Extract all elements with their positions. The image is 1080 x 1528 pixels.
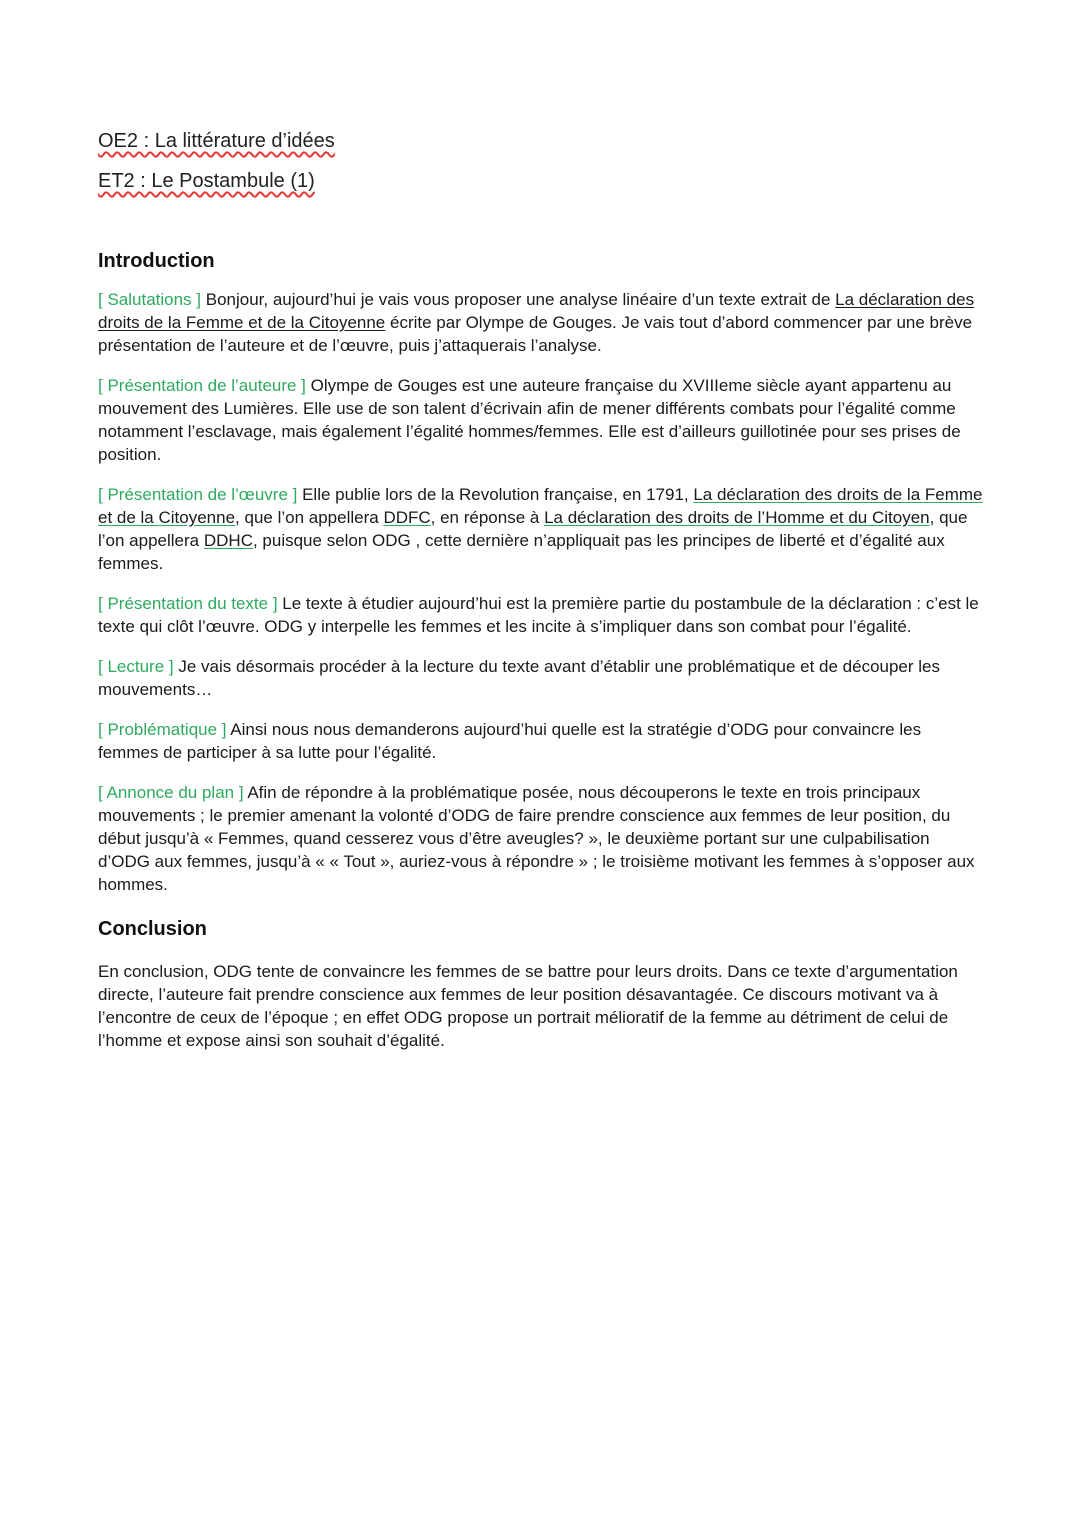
introduction-heading: Introduction bbox=[98, 250, 215, 272]
tag-plan: [ Annonce du plan ] bbox=[98, 783, 244, 802]
work-title: La déclaration des droits de la Femme et de la Citoyenne bbox=[98, 290, 975, 332]
work-title-ddfc: La déclaration des droits de la Femme et de la Citoyenne bbox=[98, 485, 983, 527]
tag-problematique: [ Problématique ] bbox=[98, 720, 227, 739]
paragraph-texte: [ Présentation du texte ] Le texte à étudier aujourd’hui est la première partie du postambule de la déclaration : c’est le texte qui clôt l’œuvre. ODG y interpelle les femmes et les incite à s’impliquer dans son combat pour l’égalité. bbox=[98, 594, 979, 636]
lesson-title: ET2 : Le Postambule (1) bbox=[98, 170, 315, 192]
course-title: OE2 : La littérature d’idées bbox=[98, 130, 335, 152]
tag-texte: [ Présentation du texte ] bbox=[98, 594, 278, 613]
tag-lecture: [ Lecture ] bbox=[98, 657, 174, 676]
abbr-ddhc: DDHC bbox=[203, 531, 253, 550]
abbr-ddfc: DDFC bbox=[383, 508, 431, 527]
work-title-ddhc: La déclaration des droits de l’Homme et du Citoyen bbox=[544, 508, 930, 527]
paragraph-conclusion: En conclusion, ODG tente de convaincre les femmes de se battre pour leurs droits. Dans ce texte d’argumentation directe, l’auteure fait prendre conscience aux femmes de leur position désavantagée. Ce discours motivant va à l’encontre de ceux de l’époque ; en effet ODG propose un portrait mélioratif de la femme au détriment de celui de l’homme et expose ainsi son souhait d’égalité. bbox=[98, 962, 958, 1050]
paragraph-plan: [ Annonce du plan ] Afin de répondre à la problématique posée, nous découperons le texte en trois principaux mouvements ; le premier amenant la volonté d’ODG de faire prendre conscience aux femmes de leur position, du début jusqu’à « Femmes, quand cesserez vous d’être aveugles? », le deuxième portant sur une culpabilisation d’ODG aux femmes, jusqu’à « « Tout », auriez-vous à répondre » ; le troisième motivant les femmes à s’opposer aux hommes. bbox=[98, 783, 975, 894]
document-page bbox=[98, 126, 983, 1069]
tag-auteure: [ Présentation de l’auteure ] bbox=[98, 376, 306, 395]
tag-salutations: [ Salutations ] bbox=[98, 290, 202, 309]
paragraph-lecture: [ Lecture ] Je vais désormais procéder à la lecture du texte avant d’établir une problématique et de découper les mouvements… bbox=[98, 657, 941, 699]
paragraph-salutations: [ Salutations ] Bonjour, aujourd’hui je vais vous proposer une analyse linéaire d’un texte extrait de La déclaration des droits de la Femme et de la Citoyenne écrite par Olympe de Gouges. Je vais tout d’abord commencer par une brève présentation de l’auteure et de l’œuvre, puis j’attaquerais l’analyse. bbox=[98, 290, 975, 355]
paragraph-problematique: [ Problématique ] Ainsi nous nous demanderons aujourd’hui quelle est la stratégie d’ODG pour convaincre les femmes de participer à sa lutte pour l’égalité. bbox=[98, 720, 922, 762]
paragraph-oeuvre: [ Présentation de l’œuvre ] Elle publie lors de la Revolution française, en 1791, La déclaration des droits de la Femme et de la Citoyenne, que l’on appellera DDFC, en réponse à La déclaration des droits de l’Homme et du Citoyen, que l’on appellera DDHC, puisque selon ODG , cette dernière n’appliquait pas les principes de liberté et d’égalité aux femmes. bbox=[98, 485, 983, 573]
conclusion-heading: Conclusion bbox=[98, 918, 207, 940]
tag-oeuvre: [ Présentation de l’œuvre ] bbox=[98, 485, 298, 504]
paragraph-auteure: [ Présentation de l’auteure ] Olympe de Gouges est une auteure française du XVIIIeme siècle ayant appartenu au mouvement des Lumières. Elle use de son talent d’écrivain afin de mener différents combats pour l’égalité comme notamment l’esclavage, mais également l’égalité hommes/femmes. Elle est d’ailleurs guillotinée pour ses prises de position. bbox=[98, 376, 961, 464]
